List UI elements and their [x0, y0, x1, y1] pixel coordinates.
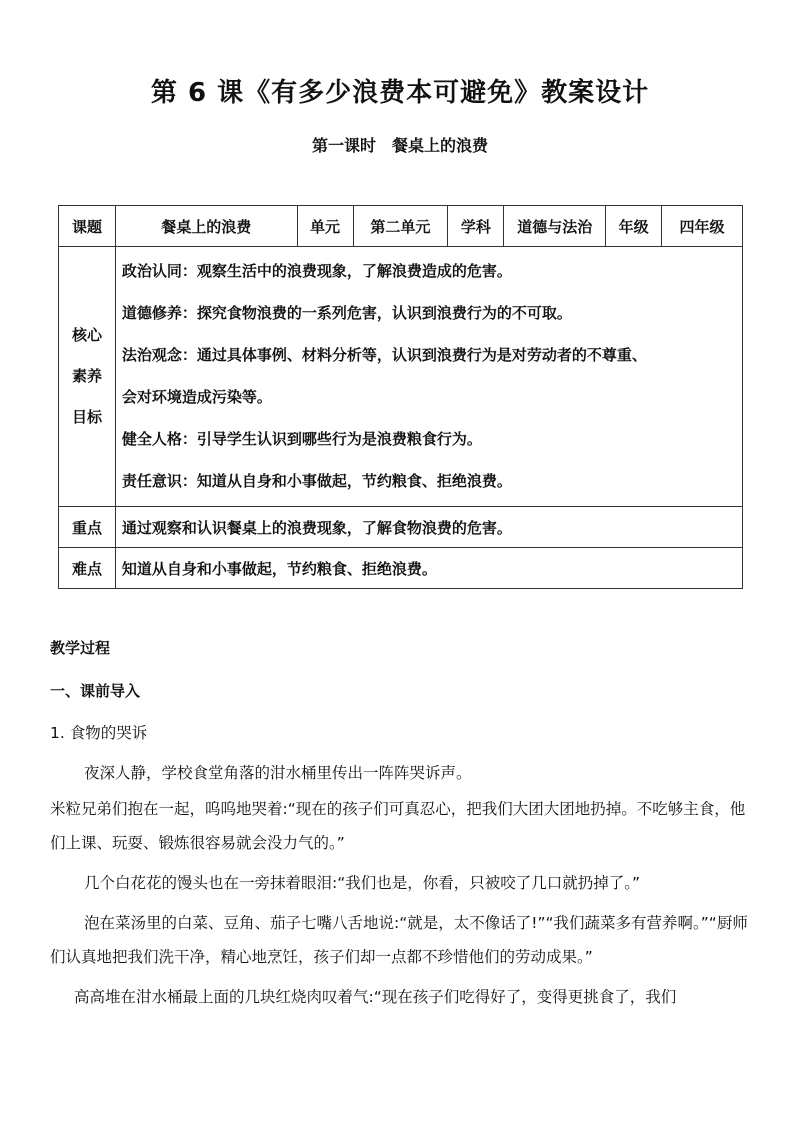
topic-value: 餐桌上的浪费 [115, 206, 297, 247]
unit-label: 单元 [297, 206, 353, 247]
goal-line: 法治观念：通过具体事例、材料分析等，认识到浪费行为是对劳动者的不尊重、 [121, 346, 647, 364]
core-label-line: 核心 [71, 326, 102, 344]
lesson-info-table [58, 205, 743, 589]
process-heading: 教学过程 [50, 639, 111, 657]
difficulty-label: 难点 [59, 548, 116, 589]
document-title: 第 6 课《有多少浪费本可避免》教案设计 [150, 78, 650, 108]
paragraph: 夜深人静，学校食堂角落的泔水桶里传出一阵阵哭诉声。 [84, 764, 472, 782]
core-goals-content [115, 247, 742, 507]
subject-label: 学科 [448, 206, 504, 247]
paragraph: 几个白花花的馒头也在一旁抹着眼泪:“我们也是，你看，只被咬了几口就扔掉了。” [84, 874, 641, 892]
lesson-body [50, 716, 755, 1014]
key-point-label: 重点 [59, 507, 116, 548]
difficulty-value: 知道从自身和小事做起，节约粮食、拒绝浪费。 [115, 548, 742, 589]
core-goals-label [59, 247, 116, 507]
unit-value: 第二单元 [353, 206, 448, 247]
goal-line: 政治认同：观察生活中的浪费现象，了解浪费造成的危害。 [121, 262, 512, 280]
item-heading: 1. 食物的哭诉 [50, 724, 148, 742]
subject-value: 道德与法治 [504, 206, 606, 247]
topic-label: 课题 [59, 206, 116, 247]
core-label-line: 目标 [71, 408, 102, 426]
grade-value: 四年级 [662, 206, 743, 247]
difficulty-row [59, 548, 743, 589]
paragraph: 米粒兄弟们抱在一起，呜呜地哭着:“现在的孩子们可真忍心，把我们大团大团地扔掉。不吃够主食，他们上课、玩耍、锻炼很容易就会没力气的。” [50, 800, 746, 852]
goal-line: 健全人格：引导学生认识到哪些行为是浪费粮食行为。 [121, 430, 482, 448]
grade-label: 年级 [606, 206, 662, 247]
goal-line: 道德修养：探究食物浪费的一系列危害，认识到浪费行为的不可取。 [121, 304, 572, 322]
goal-line: 责任意识：知道从自身和小事做起，节约粮食、拒绝浪费。 [121, 472, 512, 490]
core-label-line: 素养 [71, 367, 102, 385]
paragraph: 高高堆在泔水桶最上面的几块红烧肉叹着气:“现在孩子们吃得好了，变得更挑食了，我们 [74, 988, 677, 1006]
goal-line: 会对环境造成污染等。 [121, 388, 272, 406]
key-point-row [59, 507, 743, 548]
paragraph: 泡在菜汤里的白菜、豆角、茄子七嘴八舌地说:“就是，太不像话了!”“我们蔬菜多有营养啊。”“厨师们认真地把我们洗干净，精心地烹饪，孩子们却一点都不珍惜他们的劳动成果。” [50, 914, 748, 966]
key-point-value: 通过观察和认识餐桌上的浪费现象，了解食物浪费的危害。 [115, 507, 742, 548]
table-header-row [59, 206, 743, 247]
section-heading-intro: 一、课前导入 [50, 682, 141, 700]
core-goals-row [59, 247, 743, 507]
document-subtitle: 第一课时 餐桌上的浪费 [311, 136, 488, 155]
